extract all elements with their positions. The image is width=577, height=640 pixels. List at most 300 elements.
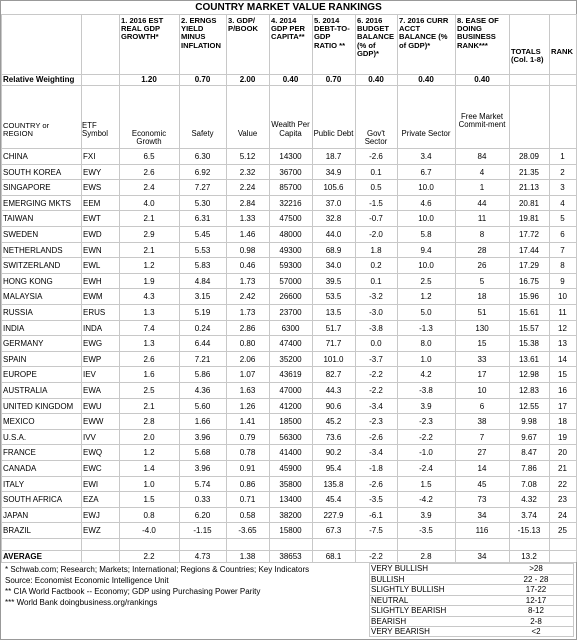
table-cell: 3.96 [194, 432, 211, 442]
table-cell: 36700 [279, 167, 302, 177]
table-cell: 47500 [279, 214, 302, 224]
table-cell: 26600 [279, 292, 302, 302]
table-cell: 1.07 [239, 370, 256, 380]
table-cell: 21 [558, 464, 567, 473]
table-cell: 35800 [279, 479, 302, 489]
table-cell: 34.0 [325, 261, 342, 271]
table-cell: -1.5 [369, 198, 383, 208]
table-cell: 0.80 [239, 339, 256, 349]
footnote: Source: Economist Economic Intelligence Unit [5, 576, 169, 585]
weight-value: 1.20 [141, 75, 157, 84]
table-cell: 18.7 [325, 152, 342, 161]
table-cell: 10.0 [418, 261, 434, 271]
country-name: SWITZERLAND [3, 261, 61, 271]
table-cell: EWL [83, 261, 101, 271]
table-cell: 101.0 [323, 354, 344, 364]
table-content [1, 1, 576, 639]
table-cell: 19 [558, 432, 567, 442]
table-cell: 3.15 [194, 292, 211, 302]
legend-label: VERY BEARISH [371, 627, 430, 636]
country-name: MEXICO [3, 417, 35, 427]
table-cell: -3.2 [369, 292, 383, 302]
table-cell: 13.5 [325, 308, 342, 317]
table-cell: -2.0 [369, 230, 383, 239]
table-cell: 8 [560, 261, 565, 271]
table-cell: 11 [558, 308, 567, 317]
weight-value: 0.70 [194, 75, 211, 84]
country-name: SWEDEN [3, 230, 39, 239]
legend-range: 17-22 [525, 585, 547, 594]
weight-value: 0.40 [368, 75, 384, 84]
table-cell: 6 [479, 401, 485, 411]
table-cell: 2.32 [239, 167, 256, 177]
table-cell: 18 [477, 292, 487, 302]
country-name: FRANCE [3, 448, 36, 458]
table-cell: 14 [477, 464, 487, 473]
table-cell: 2.9 [143, 230, 155, 239]
table-cell: 6 [560, 230, 565, 239]
table-cell: 5.30 [194, 198, 211, 208]
table-cell: 4 [479, 167, 485, 177]
table-cell: EWI [83, 479, 99, 489]
table-cell: 85700 [279, 183, 302, 193]
table-cell: 4 [560, 198, 565, 208]
table-cell: 2.06 [239, 354, 256, 364]
table-cell: 44 [477, 198, 487, 208]
table-cell: 17.44 [518, 245, 540, 255]
column-header: 6. 2016 BUDGET BALANCE (% of GDP)* [357, 16, 395, 58]
table-cell: 2.42 [239, 292, 256, 302]
table-cell: 82.7 [325, 370, 342, 380]
table-cell: 2.5 [143, 386, 155, 395]
table-cell: 23700 [279, 308, 302, 317]
table-cell: 2.0 [143, 432, 155, 442]
table-cell: 9.67 [521, 432, 537, 442]
table-cell: 2.1 [143, 245, 155, 255]
column-header: 1. 2016 EST REAL GDP GROWTH* [121, 16, 164, 42]
legend-label: SLIGHTLY BEARISH [371, 606, 447, 615]
table-cell: 47400 [279, 339, 302, 349]
table-cell: 0.86 [239, 479, 256, 489]
table-cell: 0.2 [370, 261, 382, 271]
table-cell: 1.5 [143, 495, 155, 505]
footnote: ** CIA World Factbook -- Economy; GDP using Purchasing Power Parity [5, 587, 261, 596]
table-cell: -2.2 [419, 432, 433, 442]
table-cell: 6.31 [194, 214, 211, 224]
table-cell: 1.73 [239, 308, 256, 317]
table-cell: 25 [558, 526, 567, 536]
table-cell: 0.8 [143, 510, 155, 520]
country-name: SINGAPORE [3, 183, 51, 193]
country-name: SOUTH KOREA [3, 167, 62, 177]
table-cell: 5.86 [194, 370, 211, 380]
table-cell: 12.98 [518, 370, 540, 380]
table-cell: 0.98 [239, 245, 256, 255]
table-cell: 3.4 [420, 152, 432, 161]
country-name: EMERGING MKTS [3, 198, 72, 208]
table-cell: -2.2 [369, 386, 383, 395]
country-name: NETHERLANDS [3, 245, 63, 255]
table-cell: EWC [83, 464, 102, 473]
legend-range: 8-12 [527, 606, 544, 615]
table-cell: 32.8 [325, 214, 342, 224]
table-cell: EZA [83, 495, 99, 505]
table-cell: -1.3 [419, 323, 433, 333]
table-cell: -3.4 [369, 401, 383, 411]
table-cell: 12.83 [518, 386, 540, 395]
table-cell: -3.5 [419, 526, 433, 536]
country-name: AUSTRALIA [3, 386, 48, 395]
table-cell: 4.32 [521, 495, 537, 505]
table-cell: EWW [83, 417, 104, 427]
table-cell: 51 [477, 308, 487, 317]
table-cell: 34 [477, 510, 487, 520]
footnote: *** World Bank doingbusiness.org/rankings [5, 598, 158, 607]
country-name: RUSSIA [3, 308, 33, 317]
table-cell: 105.6 [323, 183, 344, 193]
table-cell: 15.61 [518, 308, 540, 317]
table-cell: 15 [558, 370, 567, 380]
table-cell: 7.21 [194, 354, 211, 364]
table-cell: 13.61 [518, 354, 540, 364]
table-cell: 21.13 [518, 183, 540, 193]
country-name: UNITED KINGDOM [3, 401, 74, 411]
table-cell: -2.6 [369, 479, 383, 489]
column-subheader: Public Debt [313, 128, 354, 138]
table-cell: 0.71 [239, 495, 256, 505]
country-name: EUROPE [3, 370, 37, 380]
table-cell: 5.53 [194, 245, 211, 255]
table-cell: 0.5 [370, 183, 382, 193]
table-cell: -2.3 [369, 417, 383, 427]
table-cell: -3.5 [369, 495, 383, 505]
country-name: BRAZIL [3, 526, 32, 536]
table-cell: -15.13 [517, 526, 541, 536]
table-cell: 0.91 [239, 464, 256, 473]
table-cell: 9 [560, 276, 565, 286]
table-cell: EWP [83, 354, 102, 364]
table-cell: 3.9 [420, 401, 432, 411]
table-cell: -0.7 [369, 214, 383, 224]
table-cell: 12 [558, 323, 567, 333]
column-header: 4. 2014 GDP PER CAPITA** [271, 16, 306, 42]
table-cell: 45900 [279, 464, 302, 473]
table-cell: 1 [479, 183, 485, 193]
table-cell: 7 [479, 432, 485, 442]
table-cell: 5.19 [194, 308, 211, 317]
average-cell: 38653 [279, 552, 302, 561]
country-name: JAPAN [3, 510, 29, 520]
table-cell: 8.0 [420, 339, 432, 349]
table-cell: 6.44 [194, 339, 211, 349]
table-cell: EEM [83, 198, 101, 208]
table-cell: -3.8 [419, 386, 433, 395]
column-subheader: Economic Growth [131, 128, 167, 146]
table-cell: 1.5 [420, 479, 432, 489]
table-cell: 1.41 [239, 417, 256, 427]
table-cell: 15.96 [518, 292, 540, 302]
weight-value: 0.40 [282, 75, 299, 84]
table-cell: 18500 [279, 417, 302, 427]
average-cell: 4.73 [194, 552, 211, 561]
legend-box [369, 563, 574, 637]
table-cell: 90.6 [325, 401, 342, 411]
country-name: ITALY [3, 479, 25, 489]
table-cell: 12.55 [518, 401, 540, 411]
column-header: 5. 2014 DEBT-TO-GDP RATIO ** [314, 16, 350, 50]
table-cell: -4.2 [419, 495, 433, 505]
table-cell: 5.68 [194, 448, 211, 458]
table-cell: 2.84 [239, 198, 256, 208]
table-cell: -3.7 [369, 354, 383, 364]
table-cell: 53.5 [325, 292, 342, 302]
table-cell: 44.0 [325, 230, 342, 239]
average-cell: 2.2 [143, 552, 155, 561]
table-cell: EWN [83, 245, 102, 255]
table-cell: 26 [477, 261, 487, 271]
legend-label: BEARISH [371, 616, 407, 626]
table-cell: 7 [560, 245, 565, 255]
table-cell: 2.24 [239, 183, 256, 193]
table-cell: 3.9 [420, 510, 432, 520]
weight-value: 2.00 [239, 75, 256, 84]
table-cell: 2.5 [420, 276, 432, 286]
country-name: SOUTH AFRICA [3, 495, 63, 505]
weight-value: 0.40 [474, 75, 490, 84]
table-cell: 1.2 [143, 448, 155, 458]
table-cell: 17 [477, 370, 487, 380]
table-cell: 16.75 [518, 276, 540, 286]
table-cell: 1.2 [420, 292, 432, 302]
country-name: SPAIN [3, 354, 27, 364]
average-cell: -2.2 [369, 552, 383, 561]
etf-column-header: ETF Symbol [82, 121, 108, 139]
table-cell: 5 [479, 276, 485, 286]
table-cell: 4.36 [194, 386, 211, 395]
legend-label: BULLISH [371, 574, 405, 584]
table-cell: 4.84 [194, 276, 211, 286]
table-cell: -6.1 [369, 510, 383, 520]
table-cell: EWH [83, 276, 102, 286]
table-cell: -4.0 [142, 526, 156, 536]
legend-range: 12-17 [525, 595, 547, 605]
table-cell: 6.20 [194, 510, 211, 520]
table-cell: 44.3 [325, 386, 342, 395]
country-name: CHINA [3, 152, 28, 161]
column-header: 8. EASE OF DOING BUSINESS RANK*** [457, 16, 499, 50]
table-cell: 0.0 [370, 339, 382, 349]
table-cell: 67.3 [325, 526, 342, 536]
table-cell: 15.38 [518, 339, 540, 349]
table-cell: 2 [560, 167, 565, 177]
table-cell: 43619 [279, 370, 302, 380]
table-cell: 1.0 [420, 354, 432, 364]
table-cell: 0.1 [370, 276, 382, 286]
table-cell: 1.8 [370, 245, 382, 255]
table-cell: 41400 [279, 448, 302, 458]
table-cell: 4.3 [143, 292, 155, 302]
table-cell: 6.92 [194, 167, 211, 177]
table-cell: -3.65 [238, 526, 257, 536]
table-cell: 20.81 [518, 198, 540, 208]
average-cell: 13.2 [521, 552, 537, 561]
table-cell: 9.98 [521, 417, 537, 427]
table-cell: -3.0 [369, 308, 383, 317]
table-cell: EWT [83, 214, 101, 224]
column-subheader: Wealth Per Capita [271, 120, 310, 138]
table-cell: 47000 [279, 386, 302, 395]
table-cell: -2.3 [419, 417, 433, 427]
table-cell: 11 [477, 214, 487, 224]
table-cell: 22 [558, 479, 567, 489]
table-cell: 3 [560, 183, 565, 193]
table-cell: -3.8 [369, 323, 383, 333]
table-cell: 90.2 [325, 448, 342, 458]
table-cell: -2.6 [369, 152, 383, 161]
table-cell: 14300 [279, 152, 302, 161]
table-cell: -3.4 [369, 448, 383, 458]
table-cell: 4.2 [420, 370, 432, 380]
table-cell: 1.66 [194, 417, 211, 427]
table-cell: 32216 [279, 198, 302, 208]
table-cell: 1.46 [239, 230, 256, 239]
table-cell: -2.4 [419, 464, 433, 473]
table-cell: 56300 [279, 432, 302, 442]
table-cell: 35200 [279, 354, 302, 364]
table-cell: 73.6 [325, 432, 342, 442]
table-cell: 5 [560, 214, 565, 224]
table-cell: 2.8 [143, 417, 155, 427]
legend-range: 22 - 28 [523, 574, 549, 584]
column-header: RANK [551, 47, 573, 56]
table-cell: EWY [83, 167, 102, 177]
table-cell: 1.63 [239, 386, 256, 395]
table-cell: 7.86 [521, 464, 537, 473]
table-cell: 0.24 [194, 323, 211, 333]
table-cell: 17 [558, 401, 567, 411]
weighting-label: Relative Weighting [3, 75, 75, 84]
table-cell: -1.0 [419, 448, 433, 458]
average-cell: 34 [477, 552, 487, 561]
column-subheader: Value [237, 128, 258, 138]
table-cell: 39.5 [325, 276, 342, 286]
table-cell: 7.27 [194, 183, 211, 193]
table-cell: INDA [83, 323, 103, 333]
table-cell: IEV [83, 370, 96, 380]
column-subheader: Free Market Commit-ment [458, 112, 506, 130]
legend-range: 2-8 [530, 616, 542, 626]
table-cell: EWS [83, 183, 102, 193]
table-cell: 5.60 [194, 401, 211, 411]
table-cell: 1.3 [143, 339, 155, 349]
table-cell: -2.2 [369, 370, 383, 380]
table-cell: 24 [558, 510, 567, 520]
legend-label: VERY BULLISH [371, 564, 429, 573]
country-name: TAIWAN [3, 214, 34, 224]
table-cell: 15 [477, 339, 487, 349]
table-cell: 95.4 [325, 464, 342, 473]
table-cell: 20 [558, 448, 567, 458]
table-cell: EWU [83, 401, 102, 411]
column-header: 3. GDP/ P/BOOK [228, 16, 258, 34]
table-cell: 1.9 [143, 276, 155, 286]
legend-label: SLIGHTLY BULLISH [371, 585, 445, 594]
table-cell: 1.6 [143, 370, 155, 380]
table-cell: 3.74 [521, 510, 537, 520]
table-cell: 6300 [281, 323, 300, 333]
country-name: CANADA [3, 464, 37, 473]
table-cell: 84 [477, 152, 487, 161]
table-cell: 9.4 [420, 245, 432, 255]
table-cell: 2.6 [143, 354, 155, 364]
table-cell: 45.2 [325, 417, 342, 427]
table-cell: 28.09 [518, 152, 540, 161]
table-cell: 37.0 [325, 198, 342, 208]
table-cell: 4.0 [143, 198, 155, 208]
table-cell: -7.5 [369, 526, 383, 536]
table-cell: 10.0 [418, 214, 434, 224]
column-header: TOTALS (Col. 1-8) [511, 47, 544, 65]
table-cell: 71.7 [325, 339, 342, 349]
table-cell: -1.8 [369, 464, 383, 473]
table-cell: EWG [83, 339, 103, 349]
table-cell: EWM [83, 292, 103, 302]
table-cell: 10.0 [418, 183, 434, 193]
table-cell: ERUS [83, 308, 106, 317]
table-cell: 18 [558, 417, 567, 427]
weight-value: 0.40 [418, 75, 434, 84]
table-cell: 6.30 [194, 152, 211, 161]
table-cell: 1.33 [239, 214, 256, 224]
table-cell: 227.9 [323, 510, 344, 520]
table-cell: 15.57 [518, 323, 540, 333]
table-cell: 7.08 [521, 479, 537, 489]
table-cell: 10 [477, 386, 487, 395]
table-cell: 19.81 [518, 214, 540, 224]
table-cell: 13 [558, 339, 567, 349]
table-cell: 0.1 [370, 167, 382, 177]
table-cell: 48000 [279, 230, 302, 239]
table-cell: 5.45 [194, 230, 211, 239]
table-cell: 23 [558, 495, 567, 505]
table-cell: 1.3 [143, 308, 155, 317]
table-cell: IVV [83, 432, 96, 442]
table-cell: 45 [477, 479, 487, 489]
country-name: GERMANY [3, 339, 44, 349]
table-cell: -2.6 [369, 432, 383, 442]
table-cell: 5.8 [420, 230, 432, 239]
table-cell: 0.33 [194, 495, 211, 505]
table-cell: 73 [477, 495, 487, 505]
table-cell: 2.1 [143, 214, 155, 224]
table-cell: 2.6 [143, 167, 155, 177]
column-subheader: Private Sector [401, 128, 451, 138]
average-cell: 1.38 [239, 552, 256, 561]
table-cell: 1 [560, 152, 565, 161]
table-cell: 2.1 [143, 401, 155, 411]
table-cell: 17.72 [518, 230, 540, 239]
table-cell: 0.79 [239, 432, 256, 442]
table-cell: 116 [475, 526, 489, 536]
table-cell: 27 [477, 448, 487, 458]
table-cell: FXI [83, 152, 96, 161]
country-column-header: COUNTRY or REGION [3, 121, 50, 139]
table-cell: 1.2 [143, 261, 155, 271]
table-cell: EWZ [83, 526, 101, 536]
legend-range: >28 [529, 564, 543, 573]
table-cell: 10 [558, 292, 567, 302]
country-name: INDIA [3, 323, 25, 333]
